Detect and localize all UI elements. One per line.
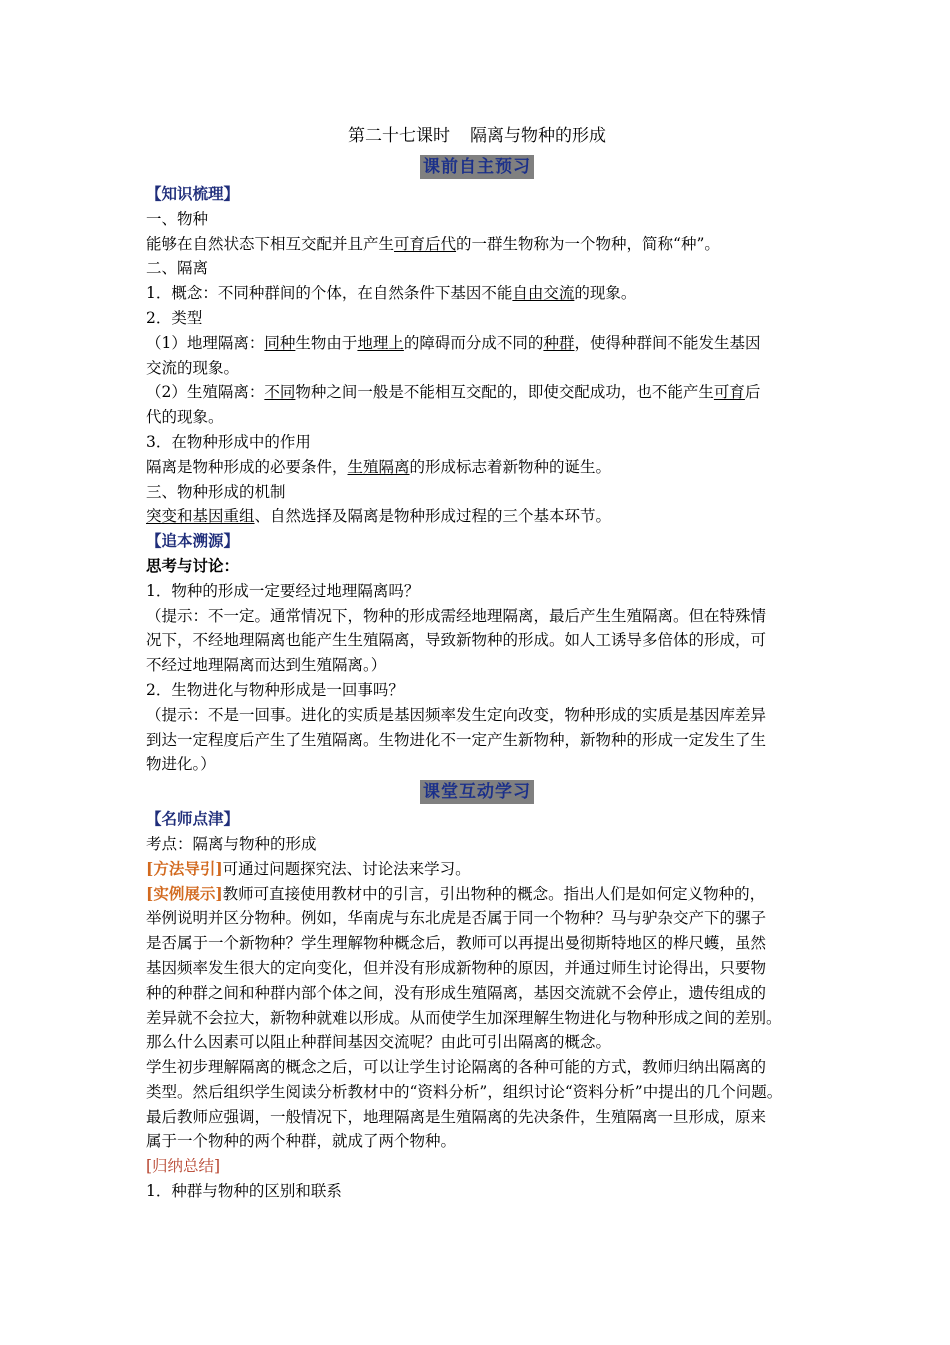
isolation-types: 2．类型 [146,308,203,327]
isolation-role-text: 隔离是物种形成的必要条件，生殖隔离的形成标志着新物种的诞生。 [146,457,612,476]
paragraph-2-line-1: 学生初步理解隔离的概念之后，可以让学生讨论隔离的各种可能的方式，教师归纳出隔离的 [146,1058,767,1077]
answer-blank: 不同 [264,383,296,402]
document-page [146,122,808,1204]
answer-blank: 突变和基因重组 [146,507,255,526]
heading-trace: 【追本溯源】 [146,531,240,551]
paragraph-2-line-3: 最后教师应强调，一般情况下，地理隔离是生殖隔离的先决条件，生殖隔离一旦形成，原来 [146,1107,767,1126]
method-guide: [方法导引]可通过问题探究法、讨论法来学习。 [146,858,471,878]
section-banner-preview: 课前自主预习 [420,155,534,179]
mechanism-text: 突变和基因重组、自然选择及隔离是物种形成过程的三个基本环节。 [146,507,612,526]
section-banner-class: 课堂互动学习 [420,780,534,804]
species-definition: 能够在自然状态下相互交配并且产生可育后代的一群生物称为一个物种，简称“种”。 [146,234,720,253]
hint-1-line-3: 不经过地理隔离而达到生殖隔离。） [146,656,387,675]
isolation-concept: 1．概念：不同种群间的个体，在自然条件下基因不能自由交流的现象。 [146,284,637,303]
banner-row-preview [146,152,808,182]
heading-mechanism: 三、物种形成的机制 [146,482,286,501]
paragraph-2-line-2: 类型。然后组织学生阅读分析教材中的“资料分析”，组织讨论“资料分析”中提出的几个问题。 [146,1082,783,1101]
example-line-3: 是否属于一个新物种？学生理解物种概念后，教师可以再提出曼彻斯特地区的桦尺蠖，虽然 [146,934,767,953]
example-line-2: 举例说明并区分物种。例如，华南虎与东北虎是否属于同一个物种？马与驴杂交产下的骡子 [146,909,767,928]
hint-2-line-3: 物进化。） [146,755,216,774]
title-topic: 隔离与物种的形成 [470,126,606,146]
question-2: 2．生物进化与物种形成是一回事吗？ [146,680,404,699]
hint-1-line-2: 况下，不经地理隔离也能产生生殖隔离，导致新物种的形成。如人工诱导多倍体的形成，可 [146,631,767,650]
page-title [146,122,808,150]
reproductive-isolation-cont: 代的现象。 [146,408,224,427]
summary-item-1: 1．种群与物种的区别和联系 [146,1182,342,1201]
geographic-isolation: （1）地理隔离：同种生物由于地理上的障碍而分成不同的种群，使得种群间不能发生基因 [146,333,761,352]
example-line-5: 种的种群之间和种群内部个体之间，没有形成生殖隔离，基因交流就不会停止，遗传组成的 [146,983,767,1002]
paragraph-2-line-4: 属于一个物种的两个种群，就成了两个物种。 [146,1132,457,1151]
isolation-role: 3．在物种形成中的作用 [146,432,311,451]
example-line-4: 基因频率发生很大的定向变化，但并没有形成新物种的原因，并通过师生讨论得出，只要物 [146,958,767,977]
heading-species: 一、物种 [146,209,209,228]
reproductive-isolation: （2）生殖隔离：不同物种之间一般是不能相互交配的，即使交配成功，也不能产生可育后 [146,383,761,402]
answer-blank: 种群 [543,333,575,352]
answer-blank: 可育 [713,383,745,402]
answer-blank: 自由交流 [512,284,575,303]
heading-isolation: 二、隔离 [146,259,209,278]
example-line-1: [实例展示]教师可直接使用教材中的引言，引出物种的概念。指出人们是如何定义物种的， [146,883,766,903]
method-tag: [方法导引] [146,858,223,878]
hint-2-line-1: （提示：不是一回事。进化的实质是基因频率发生定向改变，物种形成的实质是基因库差异 [146,705,767,724]
geographic-isolation-cont: 交流的现象。 [146,358,240,377]
title-lesson: 第二十七课时 [348,126,450,146]
answer-blank: 同种 [264,333,296,352]
heading-knowledge: 【知识梳理】 [146,184,240,203]
exam-point: 考点：隔离与物种的形成 [146,834,317,853]
example-line-6: 差异就不会拉大，新物种就难以形成。从而使学生加深理解生物进化与物种形成之间的差别。 [146,1008,782,1027]
heading-teacher: 【名师点津】 [146,809,240,829]
answer-blank: 生殖隔离 [347,457,410,476]
answer-blank: 可育后代 [394,234,457,253]
summary-tag-line [146,1154,808,1179]
discussion-subtitle: 思考与讨论： [146,555,240,575]
hint-2-line-2: 到达一定程度后产生了生殖隔离。生物进化不一定产生新物种，新物种的形成一定发生了生 [146,730,767,749]
question-1: 1．物种的形成一定要经过地理隔离吗？ [146,581,420,600]
banner-row-class [146,777,808,807]
example-tag: [实例展示] [146,883,223,903]
answer-blank: 地理上 [357,333,404,352]
summary-tag: [归纳总结] [146,1157,221,1176]
example-line-7: 那么什么因素可以阻止种群间基因交流呢？由此可引出隔离的概念。 [146,1033,612,1052]
hint-1-line-1: （提示：不一定。通常情况下，物种的形成需经地理隔离，最后产生生殖隔离。但在特殊情 [146,606,767,625]
